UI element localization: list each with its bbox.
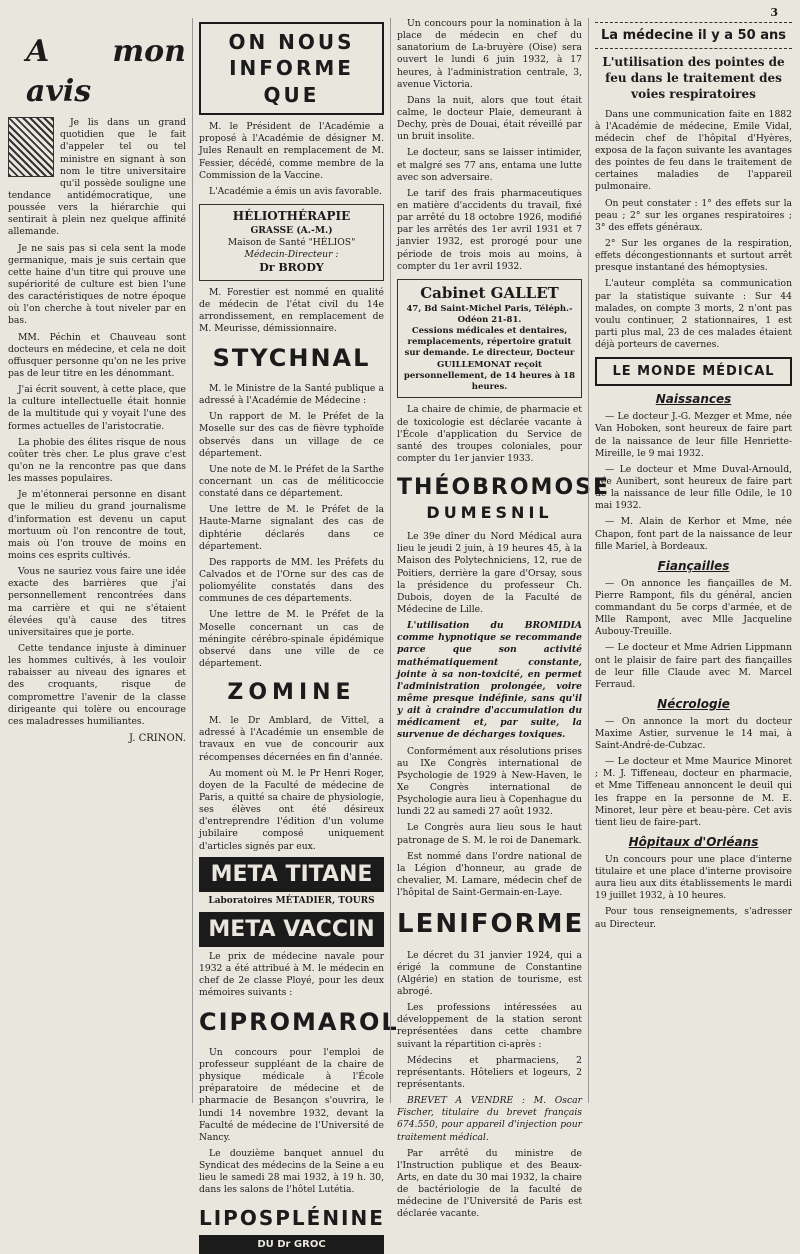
news-item: M. Forestier est nommé en qualité de médecin de l'état civil du 14e arrondissement, en remplacement de M. Meurisse, démissionnaire.	[199, 286, 384, 335]
rubric-heading: Hôpitaux d'Orléans	[628, 835, 759, 850]
column-news-continued	[390, 18, 611, 1220]
news-item: M. le Dr Amblard, de Vittel, a adressé à l'Académie un ensemble de travaux en vue de concourir aux récompenses décernées en fin d'année.	[199, 715, 384, 763]
article-paragraph: Vous ne sauriez vous faire une idée exacte des barrières que j'ai personnellement rencontrées dans ma carrière et qui ne s'étaient élevées qu'à cause des titres universitaires que je porte.	[8, 566, 186, 638]
rubric-heading: Fiançailles	[657, 558, 730, 573]
news-item: Dans la nuit, alors que tout était calme, le docteur Plaie, demeurant à Dechy, près de Douai, était réveillé par un bruit insolite.	[397, 94, 582, 143]
article-paragraph: L'auteur compléta sa communication par la statistique suivante : Sur 44 malades, on compte 3 morts, 2 n'ont pas voulu continuer, 2 stationnaires, 1 est parti plus mal, 23 de ces malades étaient déjà porteurs de cavernes.	[595, 278, 792, 351]
article-paragraph: Je lis dans un grand quotidien que le fait d'appeler tel ou tel ministre en signant à son nom le titre universitaire qu'il possède souligne une tendance antidémocratique, une poussée vers la hiérarchie qui sentirait à plein nez quelque affinité allemande.	[8, 117, 186, 238]
news-item: Au moment où M. le Pr Henri Roger, doyen de la Faculté de médecine de Paris, a quitté sa chaire de physiologie, ses élèves ont été désireux d'entreprendre l'édition d'un volume jubilaire composé uniquement d'articles signés par eux.	[199, 767, 384, 852]
announcement: — On annonce les fiançailles de M. Pierre Rampont, fils du général, ancien commandant du 5e corps d'armée, et de Mlle Rampont, avec Mlle Jacqueline Aubouy-Treuille.	[595, 577, 792, 638]
ad-cabinet-gallet	[397, 279, 582, 399]
announcement: Un concours pour une place d'interne titulaire et une place d'interne provisoire aura lieu aux dits établissements le mardi 19 juillet 1932, à 10 heures.	[595, 853, 792, 902]
announcement: — Le docteur et Mme Maurice Minoret ; M. J. Tiffeneau, docteur en pharmacie, et Mme Tiffeneau annoncent le deuil qui les frappe en la personne de M. E. Minoret, leur père et beau-père. Cet avis tient lieu de faire-part.	[595, 756, 792, 828]
news-item: Le Congrès aura lieu sous le haut patronage de S. M. le roi de Danemark.	[397, 822, 582, 846]
rubric-heading: Naissances	[655, 392, 732, 407]
ad-meta-lab: Laboratoires MÉTADIER, TOURS	[208, 895, 375, 906]
news-item: Le prix de médecine navale pour 1932 a été attribué à M. le médecin en chef de 2e classe Ployé, pour les deux mémoires suivants :	[199, 950, 384, 999]
ad-liposplenine-sub: DU Dr GROC	[199, 1235, 384, 1254]
rubric-heading: Nécrologie	[657, 696, 730, 711]
news-item: Une note de M. le Préfet de la Sarthe concernant un cas de méliticoccie constaté dans ce département.	[199, 463, 384, 500]
news-item: Le tarif des frais pharmaceutiques en matière d'accidents du travail, fixé par arrêté du 18 octobre 1926, modifié par les arrêtés des 1er avril 1931 et 7 janvier 1932, est prorogé pour une période de trois mois au moins, à compter du 1er avril 1932.	[397, 187, 582, 272]
ad-liposplenine: LIPOSPLÉNINE	[199, 1205, 385, 1230]
article-title: L'utilisation des pointes de feu dans le traitement des voies respiratoires	[602, 55, 785, 101]
ad-cipromarol: CIPROMAROL	[199, 1008, 399, 1037]
news-item: Une lettre de M. le Préfet de la Moselle concernant un cas de méningite cérébro-spinale épidémique observé dans une ville de ce département.	[199, 609, 384, 669]
news-item: Médecins et pharmaciens, 2 représentants. Hôteliers et logeurs, 2 représentants.	[397, 1054, 582, 1090]
ad-title: HÉLIOTHÉRAPIE	[232, 209, 351, 224]
ad-zomine: ZOMINE	[227, 680, 356, 706]
ad-heliotherapie	[199, 204, 384, 281]
ad-bromidia: L'utilisation du BROMIDIA comme hypnotique se recommande parce que son activité mathématiquement constante, jointe à sa non-toxicité, en permet l'administration prolongée, voire même presque indéfinie, sans qu'il y ait à craindre d'accumulation du médicament et, par suite, la survenue de décharges toxiques.	[397, 620, 582, 741]
news-item: Un concours pour la nomination à la place de médecin en chef du sanatorium de La-bruyère (Oise) sera ouvert le lundi 6 juin 1932, à 17 heures, à l'administration centrale, 3, avenue Victoria.	[397, 18, 582, 90]
news-item: La chaire de chimie, de pharmacie et de toxicologie est déclarée vacante à l'École d'application du Service de santé des troupes coloniales, pour compter du 1er janvier 1933.	[397, 404, 582, 464]
news-item: Est nommé dans l'ordre national de la Légion d'honneur, au grade de chevalier, M. Lamare, médecin chef de l'hôpital de Saint-Germain-en-Laye.	[397, 850, 582, 899]
news-item: M. le Président de l'Académie a proposé à l'Académie de désigner M. Jules Renault en remplacement de M. Fessier, décédé, comme membre de la Commission de la Vaccine.	[199, 121, 384, 181]
ad-theobromose: THÉOBROMOSE	[397, 475, 611, 501]
column-on-nous-informe	[192, 18, 399, 1250]
ad-theobromose-sub: DUMESNIL	[426, 503, 553, 523]
article-paragraph: Cette tendance injuste à diminuer les hommes cultivés, à les vouloir rabaisser au niveau des ignares et des croquants, risque de compromettre l'avenir de la classe dirigeante qui tolère ou encourage ces maladresses humiliantes.	[8, 642, 186, 727]
announcement: — M. Alain de Kerhor et Mme, née Chapon, font part de la naissance de leur fille Mariel, à Bordeaux.	[595, 516, 792, 552]
news-item: Conformément aux résolutions prises au IXe Congrès international de Psychologie de 1929 à New-Haven, le Xe Congrès international de Psychologie aura lieu à Copenhague du lundi 22 au samedi 27 août 1932.	[397, 745, 582, 818]
news-item: Le 39e dîner du Nord Médical aura lieu le jeudi 2 juin, à 19 heures 45, à la Maison des Polytechniciens, 12, rue de Poitiers, derrière la gare d'Orsay, sous la présidence du professeur Ch. Dubois, doyen de la Faculté de Médecine de Lille.	[397, 531, 582, 616]
announcement: — Le docteur et Mme Adrien Lippmann ont le plaisir de faire part des fiançailles de leur fille Claude avec M. Marcel Ferraud.	[595, 642, 792, 690]
news-item: Un concours pour l'emploi de professeur suppléant de la chaire de physique médicale à l'École préparatoire de médecine et de pharmacie de Besançon s'ouvrira, le lundi 14 novembre 1932, devant la Faculté de médecine de l'Université de Nancy.	[199, 1046, 384, 1143]
ad-house: Maison de Santé "HÉLIOS"	[227, 236, 356, 248]
news-item: Des rapports de MM. les Préfets du Calvados et de l'Orne sur des cas de poliomyélite constatés dans des communes de ces départements.	[199, 556, 384, 605]
ad-meta-titane: META TITANE	[199, 857, 384, 892]
article-paragraph: Je m'étonnerai personne en disant que le milieu du grand journalisme d'information est devenu un caput mortuum où l'on rencontre de tout, mais où l'on trouve de moins en moins ces esprits cultivés.	[8, 489, 186, 561]
article-paragraph: Dans une communication faite en 1882 à l'Académie de médecine, Emile Vidal, médecin chef de l'hôpital d'Hyères, exposa de la façon suivante les avantages des pointes de feu dans le traitement de certaines maladies de l'appareil pulmonaire.	[595, 108, 792, 193]
announcement: — Le docteur J.-G. Mezger et Mme, née Van Hoboken, sont heureux de faire part de la naissance de leur fille Henriette-Mireille, le 9 mai 1932.	[595, 411, 792, 459]
ad-leniforme: LENIFORME	[397, 909, 585, 940]
article-paragraph: On peut constater : 1° des effets sur la peau ; 2° sur les organes respiratoires ; 3° des effets généraux.	[595, 197, 792, 233]
news-item: L'Académie a émis un avis favorable.	[209, 185, 382, 197]
page-number: 3	[770, 6, 778, 19]
ad-director-name: Dr BRODY	[259, 261, 324, 275]
ad-director-label: Médecin-Directeur :	[244, 249, 339, 261]
illustration-icon	[8, 117, 54, 177]
column-medecine-50-ans	[588, 18, 792, 1103]
news-item: M. le Ministre de la Santé publique a adressé à l'Académie de Médecine :	[199, 383, 384, 407]
news-item: Par arrêté du ministre de l'Instruction publique et des Beaux-Arts, en date du 30 mai 1932, la chaire de bactériologie de la faculté de médecine de l'Université de Paris est déclarée vacante.	[397, 1147, 582, 1220]
news-item: Une lettre de M. le Préfet de la Haute-Marne signalant des cas de diphtérie déclarés dans ce département.	[199, 504, 384, 552]
section-banner: ON NOUS INFORME QUE	[199, 22, 384, 115]
announcement: — Le docteur et Mme Duval-Arnould, née Aunibert, sont heureux de faire part de la naissance de leur fille Odile, le 10 mai 1932.	[595, 463, 792, 512]
news-item: Les professions intéressées au développement de la station seront représentées dans cette chambre suivant la répartition ci-après :	[397, 1002, 582, 1050]
section-banner: LE MONDE MÉDICAL	[595, 357, 792, 386]
article-paragraph: Je ne sais pas si cela sent la mode germanique, mais je suis certain que cette haine d'un titre qui prouve une supériorité de culture est bien l'une des caractéristiques de notre époque où l'on cherche à tout niveler par en bas.	[8, 242, 186, 327]
article-paragraph: 2° Sur les organes de la respiration, effets décongestionnants et surtout arrêt presque instantané des hémoptysies.	[595, 238, 792, 274]
article-paragraph: MM. Péchin et Chauveau sont docteurs en médecine, et cela ne doit offusquer personne qu'on ne les prive pas de leur titre en les dénommant.	[8, 331, 186, 379]
announcement: Pour tous renseignements, s'adresser au Directeur.	[595, 906, 792, 930]
ad-address: 47, Bd Saint-Michel Paris, Téléph.-Odéon 21-81.	[406, 303, 573, 325]
news-item: Un rapport de M. le Préfet de la Moselle sur des cas de fièvre typhoïde observés dans un village de ce département.	[199, 411, 384, 459]
article-signature: J. CRINON.	[129, 732, 186, 744]
ad-text: Cessions médicales et dentaires, remplacements, répertoire gratuit sur demande. Le directeur, Docteur GUILLEMONAT reçoit personnellement, de 14 heures à 18 heures.	[403, 326, 576, 393]
article-paragraph: La phobie des élites risque de nous coûter très cher. Le plus grave c'est qu'on ne la rencontre pas que dans les masses populaires.	[8, 436, 186, 485]
news-item: Le décret du 31 janvier 1924, qui a érigé la commune de Constantine (Algérie) en station de tourisme, est abrogé.	[397, 949, 582, 998]
ad-stychnal: STYCHNAL	[212, 344, 371, 373]
article-paragraph: J'ai écrit souvent, à cette place, que la culture intellectuelle était honnie de la multitude qui y voyait l'une des formes actuelles de l'aristocratie.	[8, 384, 186, 432]
news-item: Le douzième banquet annuel du Syndicat des médecins de la Seine a eu lieu le samedi 28 mai 1932, à 19 h. 30, dans les salons de l'hôtel Lutétia.	[199, 1147, 384, 1196]
section-header: La médecine il y a 50 ans	[595, 22, 792, 49]
ad-meta-vaccin: META VACCIN	[199, 912, 384, 947]
announcement: — On annonce la mort du docteur Maxime Astier, survenue le 14 mai, à Saint-André-de-Cubzac.	[595, 715, 792, 752]
column-a-mon-avis	[8, 18, 186, 1103]
ad-title: Cabinet GALLET	[420, 283, 559, 302]
news-item: Le docteur, sans se laisser intimider, et malgré ses 77 ans, entama une lutte avec son adversaire.	[397, 147, 582, 183]
article-title: A mon avis	[26, 34, 186, 109]
news-item: BREVET A VENDRE : M. Oscar Fischer, titulaire du brevet français 674.550, pour appareil d'injection pour traitement médical.	[397, 1095, 582, 1143]
ad-place: GRASSE (A.-M.)	[250, 224, 333, 236]
